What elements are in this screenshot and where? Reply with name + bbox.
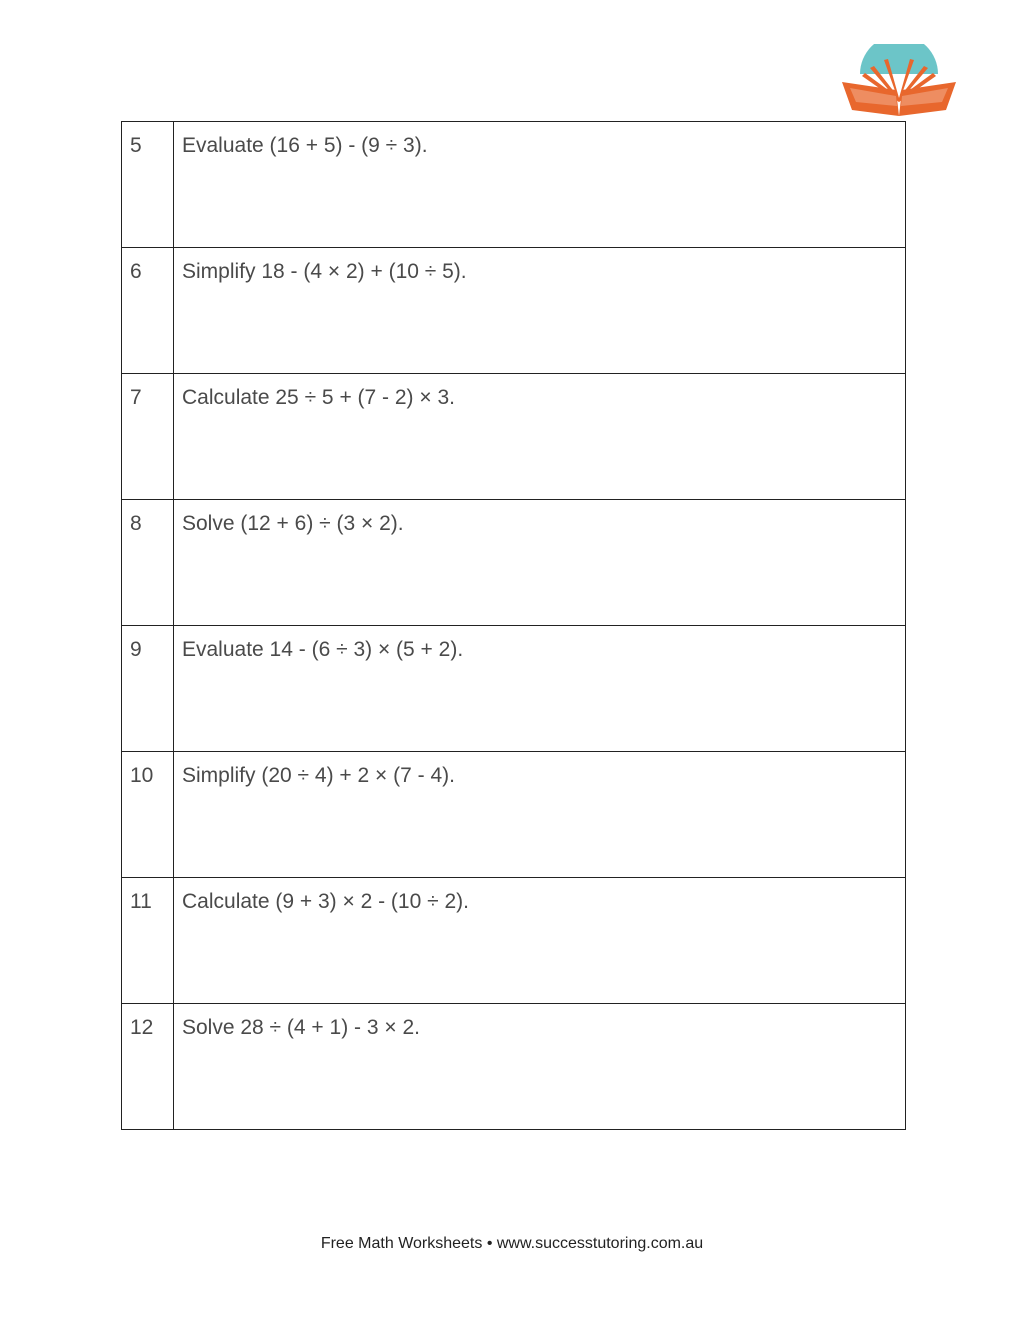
question-row (122, 500, 906, 626)
question-row (122, 122, 906, 248)
question-row (122, 752, 906, 878)
question-number: 7 (122, 374, 174, 500)
question-text: Evaluate 14 - (6 ÷ 3) × (5 + 2). (174, 626, 906, 752)
question-text: Calculate 25 ÷ 5 + (7 - 2) × 3. (174, 374, 906, 500)
footer-text: Free Math Worksheets • www.successtutoring.com.au (320, 1235, 704, 1252)
question-row (122, 374, 906, 500)
question-text: Simplify (20 ÷ 4) + 2 × (7 - 4). (174, 752, 906, 878)
question-text: Evaluate (16 + 5) - (9 ÷ 3). (174, 122, 906, 248)
question-row (122, 878, 906, 1004)
question-number: 10 (122, 752, 174, 878)
question-number: 11 (122, 878, 174, 1004)
question-number: 12 (122, 1004, 174, 1130)
question-table (121, 121, 906, 1130)
open-book-icon (840, 44, 958, 118)
question-number: 9 (122, 626, 174, 752)
question-number: 5 (122, 122, 174, 248)
question-text: Solve 28 ÷ (4 + 1) - 3 × 2. (174, 1004, 906, 1130)
question-number: 6 (122, 248, 174, 374)
question-text: Calculate (9 + 3) × 2 - (10 ÷ 2). (174, 878, 906, 1004)
question-text: Simplify 18 - (4 × 2) + (10 ÷ 5). (174, 248, 906, 374)
question-text: Solve (12 + 6) ÷ (3 × 2). (174, 500, 906, 626)
question-row (122, 626, 906, 752)
question-number: 8 (122, 500, 174, 626)
question-row (122, 1004, 906, 1130)
question-row (122, 248, 906, 374)
